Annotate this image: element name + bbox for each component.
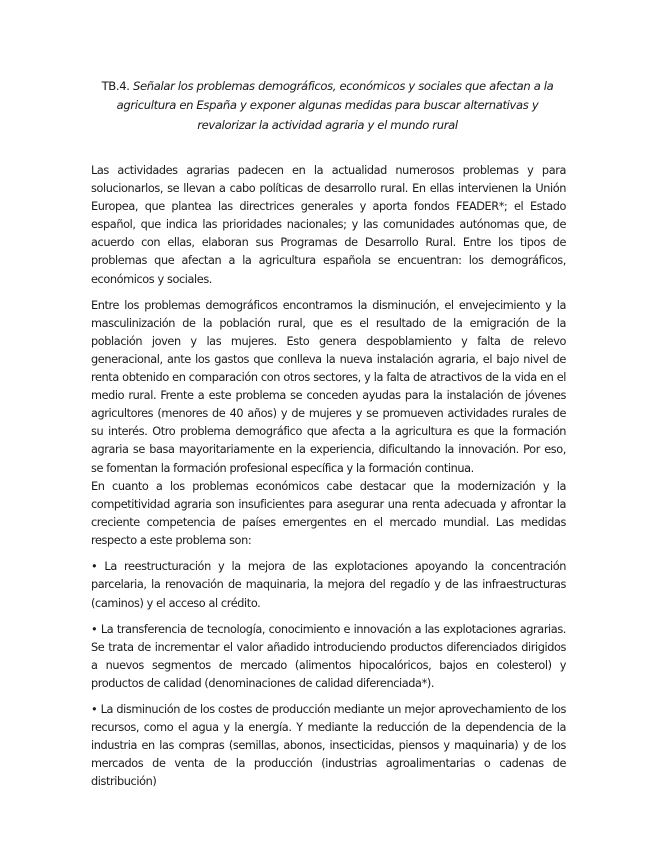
document-title xyxy=(100,77,555,135)
paragraph-demographic: Entre los problemas demográficos encontramos la disminución, el envejecimiento y la masculinización de la población rural, que es el resultado de la emigración de la población joven y las mujeres. Esto genera despoblamiento y falta de relevo generacional, ante los gastos que conlleva la nueva instalación agraria, el bajo nivel de renta obtenido en comparación con otros sectores, y la falta de atractivos de la vida en el medio rural. Frente a este problema se conceden ayudas para la instalación de jóvenes agricultores (menores de 40 años) y de mujeres y se promueven actividades rurales de su interés. Otro problema demográfico que afecta a la agricultura es que la formación agraria se basa mayoritariamente en la experiencia, dificultando la innovación. Por eso, se fomentan la formación profesional específica y la formación continua. xyxy=(91,298,566,475)
body-section-economic xyxy=(91,478,566,800)
title-text: Señalar los problemas demográficos, económicos y sociales que afectan a la agricultura en España y exponer algunas medidas para buscar alternativas y revalorizar la actividad agraria y el mundo rural xyxy=(116,79,554,132)
title-code: TB.4. xyxy=(101,79,130,93)
body-section-intro xyxy=(91,162,566,486)
bullet-cost-reduction: • La disminución de los costes de producción mediante un mejor aprovechamiento de los recursos, como el agua y la energía. Y mediante la reducción de la dependencia de la industria en las compras (semillas, abonos, insecticidas, piensos y maquinaria) y de los mercados de venta de la producción (industrias agroalimentarias o cadenas de distribución) xyxy=(91,703,566,789)
bullet-restructuring: • La reestructuración y la mejora de las explotaciones apoyando la concentración parcelaria, la renovación de maquinaria, la mejora del regadío y de las infraestructuras (caminos) y el acceso al crédito. xyxy=(91,560,566,610)
paragraph-intro: Las actividades agrarias padecen en la actualidad numerosos problemas y para solucionarlos, se llevan a cabo políticas de desarrollo rural. En ellas intervienen la Unión Europea, que plantea las directrices generales y aporta fondos FEADER*; el Estado español, que indica las prioridades nacionales; y las comunidades autónomas que, de acuerdo con ellas, elaboran sus Programas de Desarrollo Rural. Entre los tipos de problemas que afectan a la agricultura española se encuentran: los demográficos, económicos y sociales. xyxy=(91,164,566,286)
bullet-technology-transfer: • La transferencia de tecnología, conocimiento e innovación a las explotaciones agrarias. Se trata de incrementar el valor añadido introduciendo productos diferenciados dirigidos a nuevos segmentos de mercado (alimentos hipocalóricos, bajos en colesterol) y productos de calidad (denominaciones de calidad diferenciada*). xyxy=(91,622,566,690)
paragraph-economic: En cuanto a los problemas económicos cabe destacar que la modernización y la competitividad agraria son insuficientes para asegurar una renta adecuada y afrontar la creciente competencia de países emergentes en el mercado mundial. Las medidas respecto a este problema son: xyxy=(91,480,566,548)
